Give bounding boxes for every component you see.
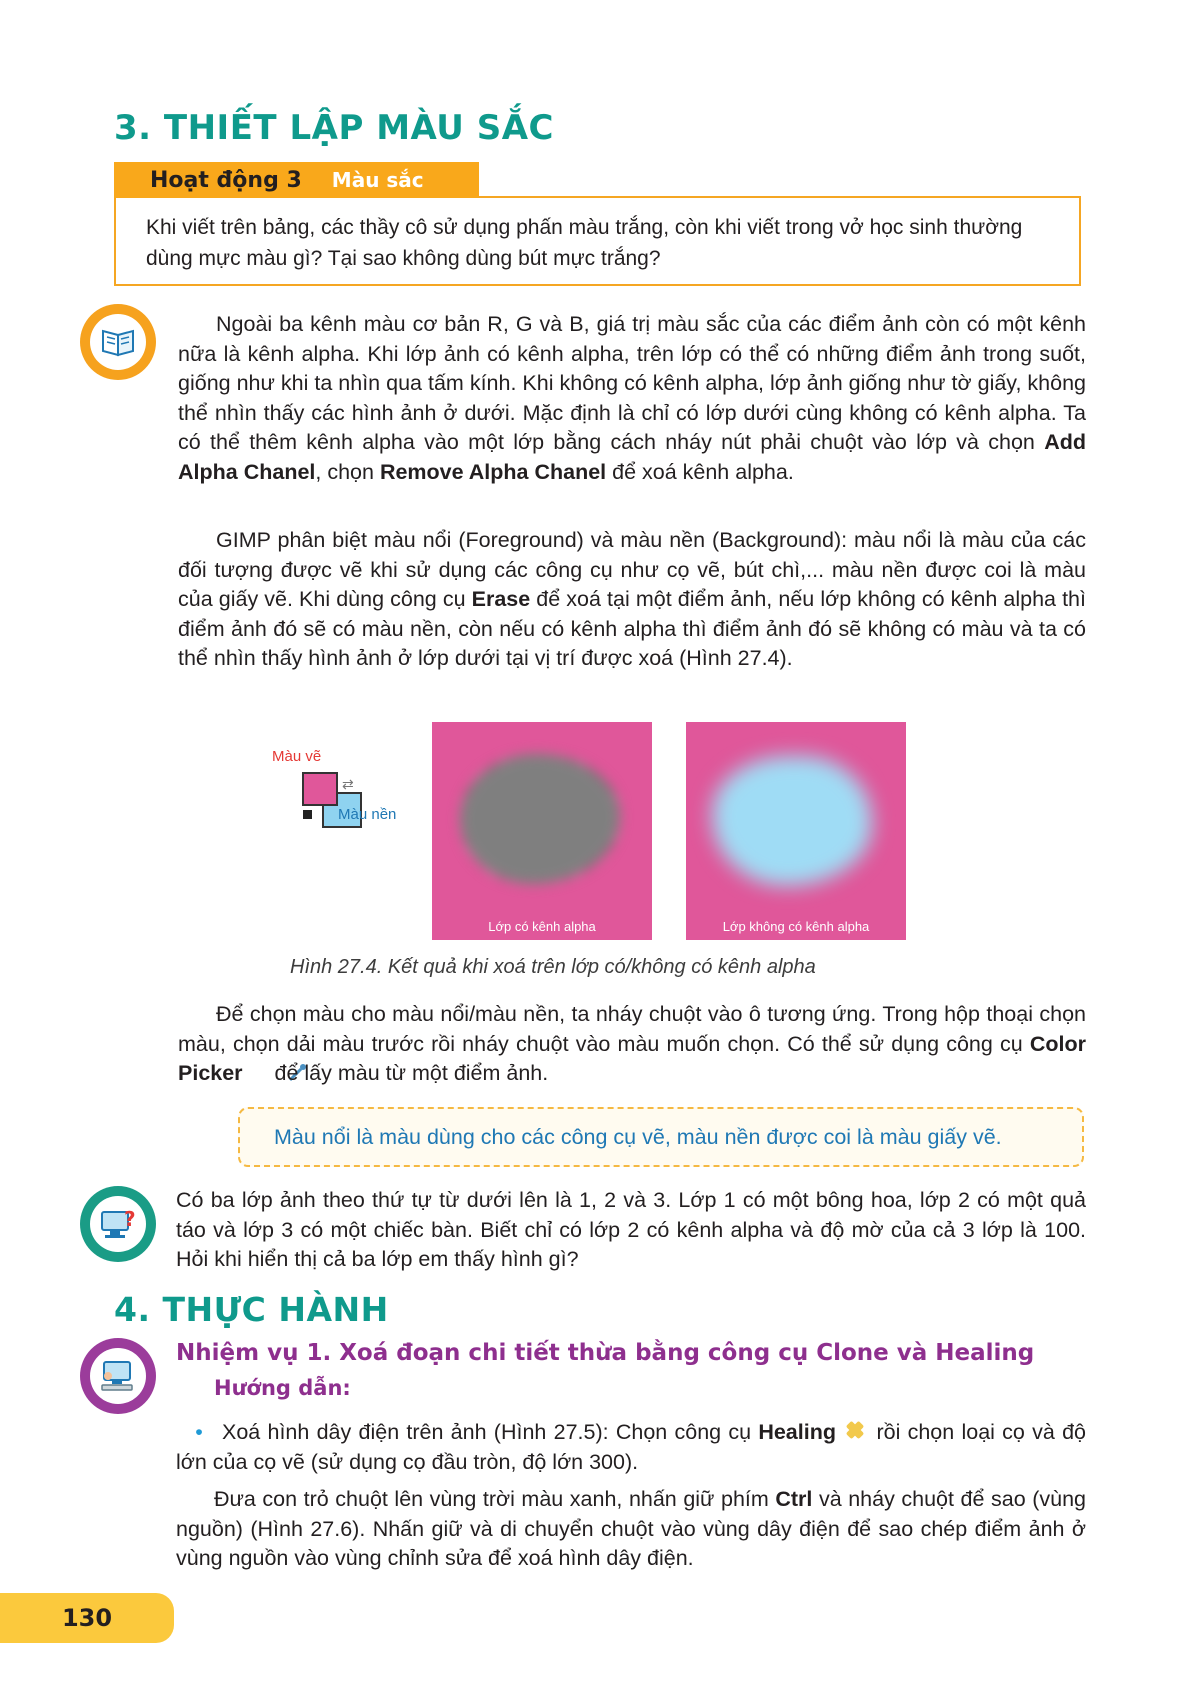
figure-fg-label: Màu vẽ: [272, 748, 322, 765]
paragraph-choose-color: Để chọn màu cho màu nổi/màu nền, ta nháy chuột vào ô tương ứng. Trong hộp thoại chọn màu, chọn dải màu trước rồi nháy chuột vào màu muốn chọn. Có thể sử dụng công cụ Color Picker để lấy màu từ một điểm ảnh.: [178, 1002, 1086, 1085]
task-bullet: • Xoá hình dây điện trên ảnh (Hình 27.5): Chọn công cụ Healing rồi chọn loại cọ và độ lớn của cọ vẽ (sử dụng cọ đầu tròn, độ lớn 300).: [176, 1420, 1086, 1474]
task-title: Nhiệm vụ 1. Xoá đoạn chi tiết thừa bằng công cụ Clone và Healing: [176, 1340, 1035, 1366]
swap-colors-icon: ⇄: [342, 776, 354, 792]
paragraph-foreground-background: GIMP phân biệt màu nổi (Foreground) và màu nền (Background): màu nổi là màu của các đối tượng được vẽ khi sử dụng các công cụ như cọ vẽ, bút chì,... màu nền được coi là màu của giấy vẽ. Khi dùng công cụ Erase để xoá tại một điểm ảnh, nếu lớp không có kênh alpha thì điểm ảnh đó sẽ có màu nền, còn nếu có kênh alpha thì điểm ảnh đó sẽ không có màu và ta có thể nhìn thấy hình ảnh ở lớp dưới tại vị trí được xoá (Hình 27.4).: [178, 528, 1086, 670]
figure-caption: Hình 27.4. Kết quả khi xoá trên lớp có/không có kênh alpha: [290, 956, 816, 978]
svg-text:?: ?: [124, 1207, 136, 1231]
section-title: 3. THIẾT LẬP MÀU SẮC: [114, 108, 554, 148]
healing-icon: [843, 1419, 869, 1441]
panel-caption: Lớp không có kênh alpha: [722, 919, 870, 934]
note-box: [238, 1107, 1084, 1167]
page-number: 130: [61, 1604, 113, 1632]
bullet-dot: •: [195, 1420, 203, 1444]
note-text: Màu nổi là màu dùng cho các công cụ vẽ, màu nền được coi là màu giấy vẽ.: [274, 1124, 1002, 1149]
computer-practice-icon: [80, 1338, 156, 1414]
page-number-tab: [0, 1593, 174, 1643]
question-text: Có ba lớp ảnh theo thứ tự từ dưới lên là 1, 2 và 3. Lớp 1 có một bông hoa, lớp 2 có một quả táo và lớp 3 có một chiếc bàn. Biết chỉ có lớp 2 có kênh alpha và độ mờ của cả 3 lớp là 100. Hỏi khi hiển thị cả ba lớp em thấy hình gì?: [176, 1188, 1086, 1271]
section-title: 4. THỰC HÀNH: [114, 1290, 389, 1329]
foreground-color-swatch: [302, 772, 338, 806]
paragraph-alpha-channel: Ngoài ba kênh màu cơ bản R, G và B, giá trị màu sắc của các điểm ảnh còn có một kênh nữa là kênh alpha. Khi lớp ảnh có kênh alpha, trên lớp có thể có những điểm ảnh trong suốt, giống như khi ta nhìn qua tấm kính. Khi không có kênh alpha, lớp ảnh giống như tờ giấy, không thể nhìn thấy các hình ảnh ở dưới. Mặc định là chỉ có lớp dưới cùng không có kênh alpha. Ta có thể thêm kênh alpha vào một lớp bằng cách nháy nút phải chuột vào lớp và chọn Add Alpha Chanel, chọn Remove Alpha Chanel để xoá kênh alpha.: [178, 312, 1086, 484]
activity-tab: [114, 162, 479, 198]
activity-text: Khi viết trên bảng, các thầy cô sử dụng phấn màu trắng, còn khi viết trong vở học sinh thường dùng mực màu gì? Tại sao không dùng bút mực trắng?: [146, 216, 1023, 270]
activity-subtitle: Màu sắc: [331, 168, 424, 192]
background-color-erased-area: [712, 756, 872, 886]
guide-heading: Hướng dẫn:: [214, 1376, 351, 1400]
figure-bg-label: Màu nền: [338, 806, 397, 823]
color-picker-icon: [249, 1062, 269, 1082]
transparent-erased-area: [460, 754, 620, 884]
activity-label: Hoạt động 3: [150, 167, 302, 193]
default-colors-icon: [303, 810, 312, 819]
figure-panel-without-alpha: [686, 722, 906, 940]
figure-panel-with-alpha: [432, 722, 652, 940]
question-computer-icon: [80, 1186, 156, 1262]
task-paragraph: Đưa con trỏ chuột lên vùng trời màu xanh, nhấn giữ phím Ctrl và nháy chuột để sao (vùng nguồn) (Hình 27.6). Nhấn giữ và di chuyển chuột vào vùng dây điện để sao chép điểm ảnh ở vùng nguồn vào vùng chỉnh sửa để xoá hình dây điện.: [176, 1487, 1086, 1570]
panel-caption: Lớp có kênh alpha: [488, 919, 596, 934]
book-icon: [80, 304, 156, 380]
